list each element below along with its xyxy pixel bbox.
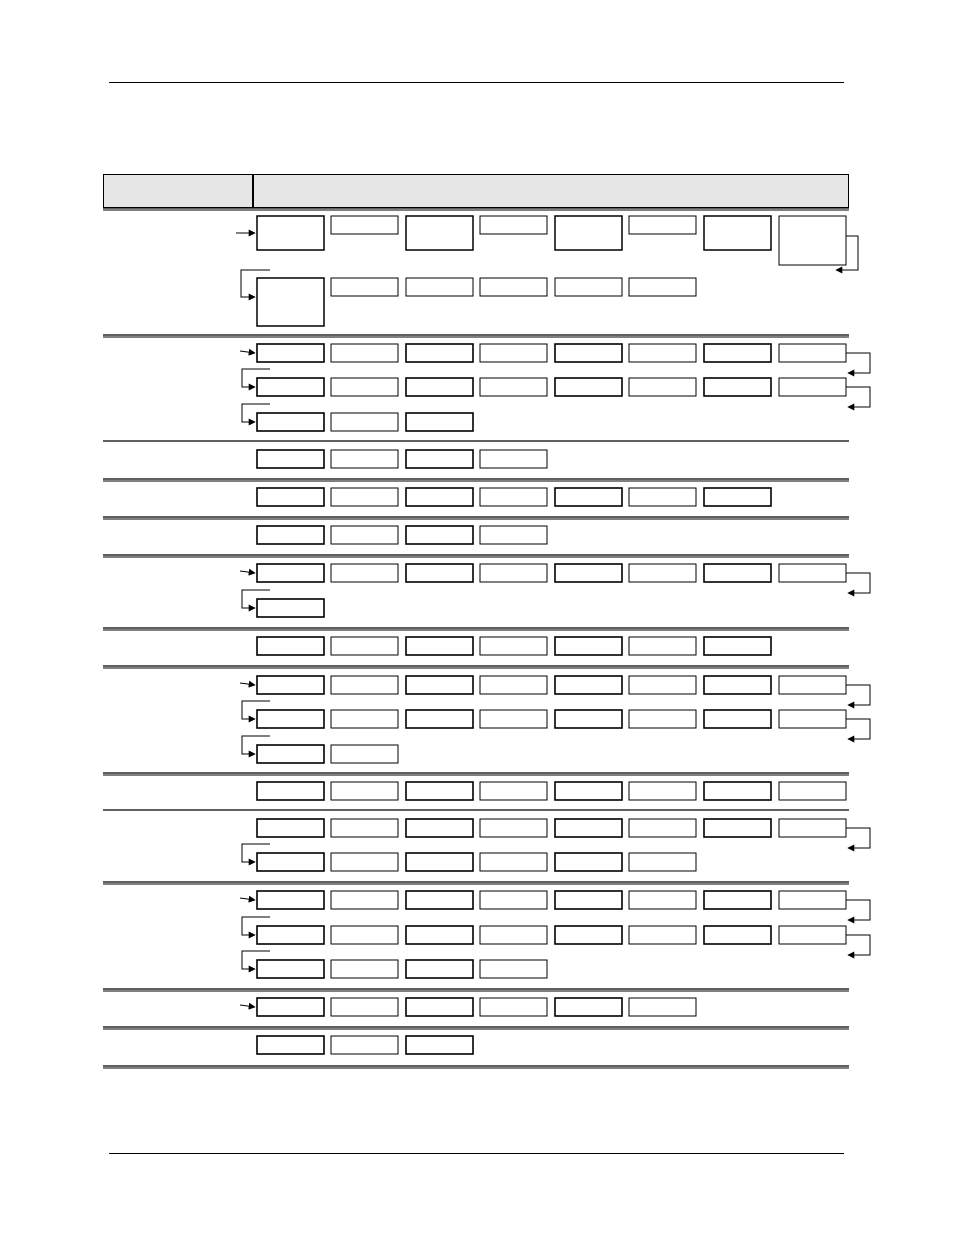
menu-box bbox=[406, 819, 473, 837]
menu-box bbox=[555, 891, 622, 909]
menu-box bbox=[480, 853, 547, 871]
menu-box bbox=[555, 564, 622, 582]
menu-box bbox=[629, 676, 696, 694]
menu-box bbox=[257, 676, 324, 694]
menu-box bbox=[704, 216, 771, 250]
menu-box bbox=[629, 926, 696, 944]
menu-box bbox=[555, 378, 622, 396]
menu-box bbox=[331, 891, 398, 909]
menu-box bbox=[629, 782, 696, 800]
menu-box bbox=[480, 344, 547, 362]
menu-box bbox=[704, 819, 771, 837]
menu-box bbox=[406, 637, 473, 655]
menu-box bbox=[779, 710, 846, 728]
menu-box bbox=[480, 278, 547, 296]
arrow-in bbox=[240, 898, 255, 900]
menu-box bbox=[480, 216, 547, 234]
menu-box bbox=[480, 526, 547, 544]
menu-box bbox=[406, 564, 473, 582]
menu-box bbox=[704, 676, 771, 694]
menu-box bbox=[629, 278, 696, 296]
menu-box bbox=[331, 676, 398, 694]
menu-box bbox=[257, 710, 324, 728]
menu-box bbox=[257, 1036, 324, 1054]
menu-box bbox=[629, 637, 696, 655]
menu-box bbox=[406, 853, 473, 871]
menu-box bbox=[555, 676, 622, 694]
arrow-in bbox=[240, 351, 255, 353]
menu-box bbox=[629, 488, 696, 506]
arrow-in bbox=[240, 571, 255, 573]
menu-box bbox=[257, 278, 324, 326]
menu-box bbox=[779, 819, 846, 837]
arrow-wrap bbox=[846, 900, 870, 920]
menu-box bbox=[406, 378, 473, 396]
menu-box bbox=[704, 926, 771, 944]
menu-box bbox=[480, 960, 547, 978]
menu-box bbox=[257, 344, 324, 362]
menu-box bbox=[257, 745, 324, 763]
menu-box bbox=[331, 853, 398, 871]
menu-box bbox=[257, 488, 324, 506]
arrow-wrap bbox=[846, 935, 870, 955]
arrow-wrap bbox=[846, 685, 870, 705]
menu-box bbox=[555, 998, 622, 1016]
menu-box bbox=[779, 926, 846, 944]
arrow-wrap bbox=[846, 387, 870, 407]
menu-box bbox=[704, 782, 771, 800]
menu-box bbox=[480, 564, 547, 582]
menu-box bbox=[331, 413, 398, 431]
menu-box bbox=[480, 891, 547, 909]
menu-box bbox=[406, 526, 473, 544]
menu-box bbox=[779, 378, 846, 396]
menu-box bbox=[704, 637, 771, 655]
menu-box bbox=[406, 998, 473, 1016]
menu-box bbox=[555, 488, 622, 506]
arrow-in bbox=[240, 1005, 255, 1007]
menu-box bbox=[480, 378, 547, 396]
menu-box bbox=[331, 710, 398, 728]
menu-box bbox=[629, 344, 696, 362]
menu-box bbox=[257, 998, 324, 1016]
menu-box bbox=[555, 853, 622, 871]
menu-box bbox=[629, 710, 696, 728]
menu-box bbox=[257, 526, 324, 544]
menu-box bbox=[406, 413, 473, 431]
menu-box bbox=[629, 819, 696, 837]
menu-box bbox=[331, 819, 398, 837]
menu-box bbox=[406, 278, 473, 296]
menu-box bbox=[331, 926, 398, 944]
menu-box bbox=[257, 926, 324, 944]
menu-box bbox=[331, 564, 398, 582]
menu-box bbox=[779, 564, 846, 582]
menu-box bbox=[257, 960, 324, 978]
menu-box bbox=[480, 710, 547, 728]
menu-box bbox=[480, 676, 547, 694]
menu-box bbox=[779, 782, 846, 800]
menu-box bbox=[257, 637, 324, 655]
menu-box bbox=[629, 378, 696, 396]
menu-box bbox=[406, 926, 473, 944]
menu-box bbox=[629, 853, 696, 871]
menu-box bbox=[331, 745, 398, 763]
menu-box bbox=[704, 344, 771, 362]
menu-box bbox=[331, 998, 398, 1016]
menu-boxes bbox=[257, 216, 846, 1054]
menu-box bbox=[257, 853, 324, 871]
menu-box bbox=[555, 819, 622, 837]
bottom-rule bbox=[109, 1153, 844, 1154]
menu-box bbox=[257, 413, 324, 431]
menu-box bbox=[555, 710, 622, 728]
menu-box bbox=[406, 450, 473, 468]
menu-box bbox=[555, 344, 622, 362]
menu-box bbox=[331, 378, 398, 396]
menu-box bbox=[331, 637, 398, 655]
menu-box bbox=[406, 891, 473, 909]
menu-box bbox=[257, 891, 324, 909]
menu-box bbox=[555, 637, 622, 655]
menu-box bbox=[406, 960, 473, 978]
menu-box bbox=[555, 926, 622, 944]
menu-box bbox=[257, 819, 324, 837]
menu-box bbox=[331, 488, 398, 506]
arrow-wrap bbox=[846, 719, 870, 739]
menu-box bbox=[331, 278, 398, 296]
menu-box bbox=[331, 782, 398, 800]
menu-box bbox=[406, 216, 473, 250]
menu-box bbox=[779, 344, 846, 362]
menu-box bbox=[704, 378, 771, 396]
menu-box bbox=[406, 488, 473, 506]
menu-box bbox=[704, 891, 771, 909]
menu-box bbox=[331, 216, 398, 234]
menu-box bbox=[629, 564, 696, 582]
menu-box bbox=[779, 891, 846, 909]
menu-box bbox=[257, 450, 324, 468]
menu-box bbox=[406, 710, 473, 728]
menu-box bbox=[779, 216, 846, 265]
menu-box bbox=[406, 1036, 473, 1054]
menu-box bbox=[480, 782, 547, 800]
menu-box bbox=[480, 637, 547, 655]
menu-box bbox=[331, 450, 398, 468]
menu-box bbox=[480, 819, 547, 837]
arrow-wrap bbox=[846, 573, 870, 593]
menu-box bbox=[555, 216, 622, 250]
menu-box bbox=[480, 998, 547, 1016]
menu-box bbox=[257, 216, 324, 250]
arrow-wrap bbox=[846, 353, 870, 373]
menu-box bbox=[480, 450, 547, 468]
menu-box bbox=[406, 782, 473, 800]
menu-box bbox=[257, 378, 324, 396]
menu-box bbox=[555, 278, 622, 296]
menu-box bbox=[257, 782, 324, 800]
menu-box bbox=[704, 564, 771, 582]
menu-box bbox=[406, 344, 473, 362]
arrow-wrap bbox=[846, 828, 870, 848]
menu-box bbox=[257, 564, 324, 582]
menu-box bbox=[555, 782, 622, 800]
menu-box bbox=[629, 891, 696, 909]
menu-box bbox=[779, 676, 846, 694]
menu-box bbox=[704, 710, 771, 728]
menu-box bbox=[257, 599, 324, 617]
menu-box bbox=[480, 926, 547, 944]
arrow-in bbox=[240, 683, 255, 685]
menu-box bbox=[331, 960, 398, 978]
menu-box bbox=[406, 676, 473, 694]
menu-box bbox=[480, 488, 547, 506]
menu-box bbox=[331, 344, 398, 362]
menu-box bbox=[331, 1036, 398, 1054]
menu-box bbox=[629, 998, 696, 1016]
menu-box bbox=[704, 488, 771, 506]
menu-box bbox=[629, 216, 696, 234]
menu-box bbox=[331, 526, 398, 544]
